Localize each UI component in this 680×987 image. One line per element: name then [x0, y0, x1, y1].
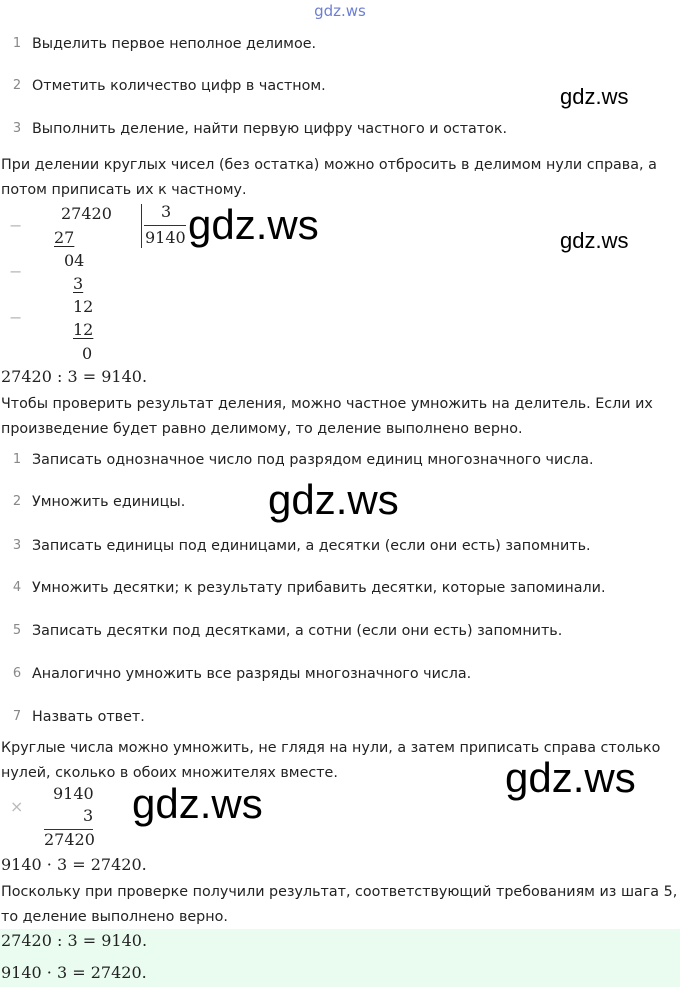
- step-text: Умножить десятки; к результату прибавить десятки, которые запоминали.: [32, 580, 606, 596]
- answer-line: 9140 · 3 = 27420.: [1, 963, 147, 982]
- step-number: 4: [12, 580, 22, 595]
- step-number: 1: [12, 452, 22, 467]
- division-bar: [141, 204, 142, 248]
- dividend: 27420: [61, 204, 112, 223]
- paragraph-line: Круглые числа можно умножить, не глядя на нули, а затем приписать справа столько: [1, 740, 661, 756]
- minus-sign: −: [9, 308, 23, 327]
- subtrahend: 12: [73, 320, 94, 339]
- paragraph-line: произведение будет равно делимому, то деление выполнено верно.: [1, 421, 523, 437]
- step-text: Записать десятки под десятками, а сотни (если они есть) запомнить.: [32, 623, 563, 639]
- remainder: 04: [64, 251, 85, 270]
- step-text: Выделить первое неполное делимое.: [32, 36, 317, 52]
- step-text: Записать единицы под единицами, а десятки (если они есть) запомнить.: [32, 538, 591, 554]
- watermark: gdz.ws: [268, 476, 399, 523]
- watermark: gdz.ws: [188, 201, 319, 248]
- paragraph-line: то деление выполнено верно.: [1, 909, 228, 925]
- equation: 27420 : 3 = 9140.: [1, 367, 148, 386]
- subtrahend: 3: [73, 274, 84, 293]
- paragraph-line: потом приписать их к частному.: [1, 182, 247, 198]
- paragraph-line: нулей, сколько в обоих множителях вместе.: [1, 765, 338, 781]
- quotient: 9140: [145, 228, 186, 247]
- equation: 9140 · 3 = 27420.: [1, 855, 147, 874]
- minus-sign: −: [9, 216, 23, 235]
- step-number: 2: [12, 78, 22, 93]
- multiplicand: 9140: [53, 784, 94, 803]
- step-number: 1: [12, 36, 22, 51]
- remainder: 12: [73, 297, 94, 316]
- product: 27420: [44, 830, 95, 849]
- paragraph-line: При делении круглых чисел (без остатка) можно отбросить в делимом нули справа, а: [1, 157, 657, 173]
- step-text: Записать однозначное число под разрядом единиц многозначного числа.: [32, 452, 594, 468]
- answer-line: 27420 : 3 = 9140.: [1, 931, 148, 950]
- paragraph: [1, 392, 653, 442]
- division-line: [144, 225, 186, 226]
- step-number: 5: [12, 623, 22, 638]
- paragraph: [1, 153, 657, 203]
- step-text: Выполнить деление, найти первую цифру частного и остаток.: [32, 121, 508, 137]
- paragraph-line: Чтобы проверить результат деления, можно частное умножить на делитель. Если их: [1, 396, 653, 412]
- step-text: Назвать ответ.: [32, 709, 145, 725]
- watermark: gdz.ws: [132, 780, 263, 827]
- paragraph: [1, 880, 677, 930]
- divisor: 3: [161, 202, 172, 221]
- step-number: 3: [12, 538, 22, 553]
- step-text: Аналогично умножить все разряды многозначного числа.: [32, 666, 472, 682]
- answer-box: [0, 929, 680, 987]
- step-number: 2: [12, 494, 22, 509]
- watermark: gdz.ws: [505, 754, 636, 801]
- multiplier: 3: [83, 806, 94, 825]
- step-number: 6: [12, 666, 22, 681]
- paragraph-line: Поскольку при проверке получили результат, соответствующий требованиям из шага 5,: [1, 884, 678, 900]
- step-text: Умножить единицы.: [32, 494, 186, 510]
- watermark: gdz.ws: [560, 84, 629, 109]
- times-sign: ×: [10, 797, 24, 816]
- site-watermark-top: gdz.ws: [314, 2, 366, 20]
- step-text: Отметить количество цифр в частном.: [32, 78, 326, 94]
- step-number: 3: [12, 121, 22, 136]
- minus-sign: −: [9, 262, 23, 281]
- remainder: 0: [82, 344, 93, 363]
- step-number: 7: [12, 709, 22, 724]
- subtrahend: 27: [54, 228, 75, 247]
- watermark: gdz.ws: [560, 228, 629, 253]
